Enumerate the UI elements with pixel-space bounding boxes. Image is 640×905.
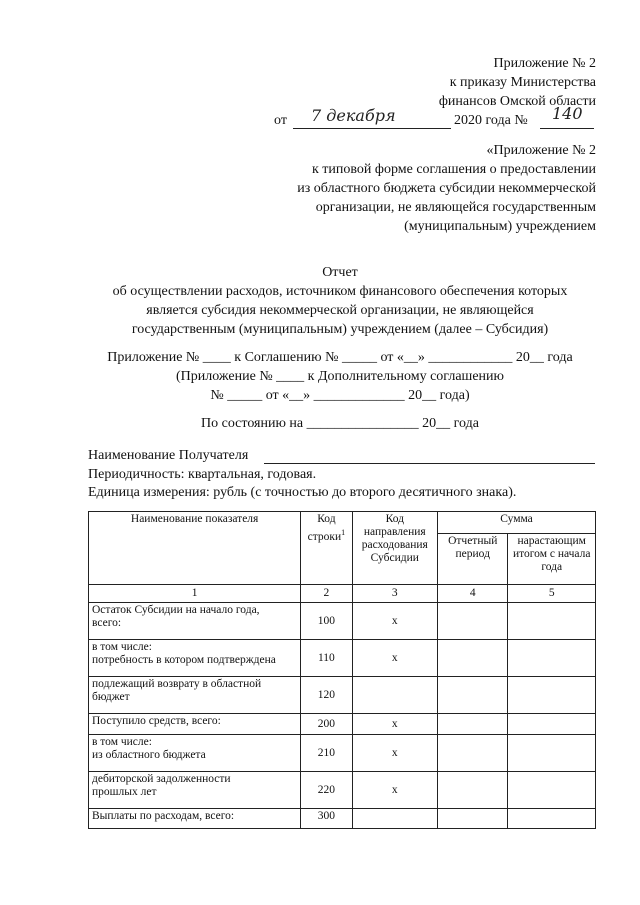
row-direction: х [352,714,438,735]
status-date-line: По состоянию на ________________ 20__ года [201,416,479,431]
appendix-line-2: к типовой форме соглашения о предоставлении [311,162,596,177]
header-line-2: к приказу Министерства [449,75,596,90]
table-row [89,677,596,714]
header-indicator: Наименование показателя [89,512,301,585]
row-name-cont: бюджет [92,691,130,703]
date-underline [293,128,451,129]
row-name-cont: потребность в котором подтверждена [92,654,276,666]
row-name: Поступило средств, всего: [92,715,221,727]
row-cumulative-value [508,677,596,714]
row-code: 200 [301,714,352,735]
row-code: 300 [301,809,352,829]
row-direction: х [352,735,438,772]
report-title: Отчет [322,265,358,280]
recipient-name-label: Наименование Получателя [88,448,249,463]
row-direction: х [352,772,438,809]
row-name-cell [89,603,301,640]
row-name-cell [89,809,301,829]
header-line-3: финансов Омской области [438,94,596,109]
header-sum: Сумма [438,512,596,534]
row-name: в том числе: [92,736,152,748]
row-name: Выплаты по расходам, всего: [92,810,235,822]
row-direction [352,677,438,714]
row-name-cell [89,735,301,772]
appendix-line-3: из областного бюджета субсидии некоммерческой [297,181,596,196]
row-name-cont: прошлых лет [92,786,157,798]
row-code: 220 [301,772,352,809]
number-underline [540,128,594,129]
col-number-1: 1 [89,585,301,603]
row-cumulative-value [508,640,596,677]
row-direction: х [352,603,438,640]
row-code: 100 [301,603,352,640]
report-title-line-4: государственным (муниципальным) учреждением (далее – Субсидия) [131,322,549,337]
row-name-cont: из областного бюджета [92,749,206,761]
row-name: дебиторской задолженности [92,773,231,785]
row-reporting-value [438,714,508,735]
row-name: Остаток Субсидии на начало года, [92,604,260,616]
unit-of-measure: Единица измерения: рубль (с точностью до второго десятичного знака). [88,485,517,500]
col-number-5: 5 [508,585,596,603]
header-line-1: Приложение № 2 [493,56,596,71]
table-row [89,603,596,640]
appendix-line-5: (муниципальным) учреждением [404,219,596,234]
col-number-4: 4 [438,585,508,603]
handwritten-date: 7 декабря [311,106,396,125]
row-name-cell [89,772,301,809]
footnote-mark: 1 [341,528,346,537]
agreement-line-1: Приложение № ____ к Соглашению № _____ от «__» ____________ 20__ года [107,350,573,365]
report-table [88,511,596,829]
row-reporting-value [438,809,508,829]
header-reporting-period: Отчетный период [438,534,508,585]
row-cumulative-value [508,809,596,829]
row-name-cell [89,640,301,677]
row-direction [352,809,438,829]
table-row [89,714,596,735]
row-cumulative-value [508,772,596,809]
row-reporting-value [438,772,508,809]
report-title-line-2: об осуществлении расходов, источником финансового обеспечения которых [112,284,568,299]
row-name: подлежащий возврату в областной [92,678,262,690]
agreement-line-3: № _____ от «__» _____________ 20__ года) [210,388,470,403]
row-direction: х [352,640,438,677]
header-cumulative: нарастающим итогом с начала года [508,534,596,585]
appendix-line-1: «Приложение № 2 [486,143,596,158]
row-reporting-value [438,640,508,677]
row-reporting-value [438,677,508,714]
row-code: 120 [301,677,352,714]
header-year-number: 2020 года № [454,113,528,128]
row-name-cont: всего: [92,617,122,629]
row-cumulative-value [508,735,596,772]
periodicity: Периодичность: квартальная, годовая. [88,467,317,482]
report-title-line-3: является субсидия некоммерческой организации, не являющейся [146,303,534,318]
header-line-code [301,512,352,585]
table-row [89,735,596,772]
header-date-prefix: от [274,113,287,128]
row-reporting-value [438,735,508,772]
header-direction-code: Код направления расходования Субсидии [352,512,438,585]
recipient-name-underline [264,463,595,464]
row-name-cell [89,677,301,714]
row-cumulative-value [508,603,596,640]
row-reporting-value [438,603,508,640]
row-code: 110 [301,640,352,677]
col-number-3: 3 [352,585,438,603]
table-row [89,809,596,829]
appendix-line-4: организации, не являющейся государственным [315,200,596,215]
header-line-code-text: Код строки [307,513,342,543]
row-cumulative-value [508,714,596,735]
row-code: 210 [301,735,352,772]
row-name: в том числе: [92,641,152,653]
table-row [89,640,596,677]
handwritten-number: 140 [552,104,583,123]
agreement-line-2: (Приложение № ____ к Дополнительному соглашению [176,369,504,384]
row-name-cell [89,714,301,735]
table-row [89,772,596,809]
col-number-2: 2 [301,585,352,603]
